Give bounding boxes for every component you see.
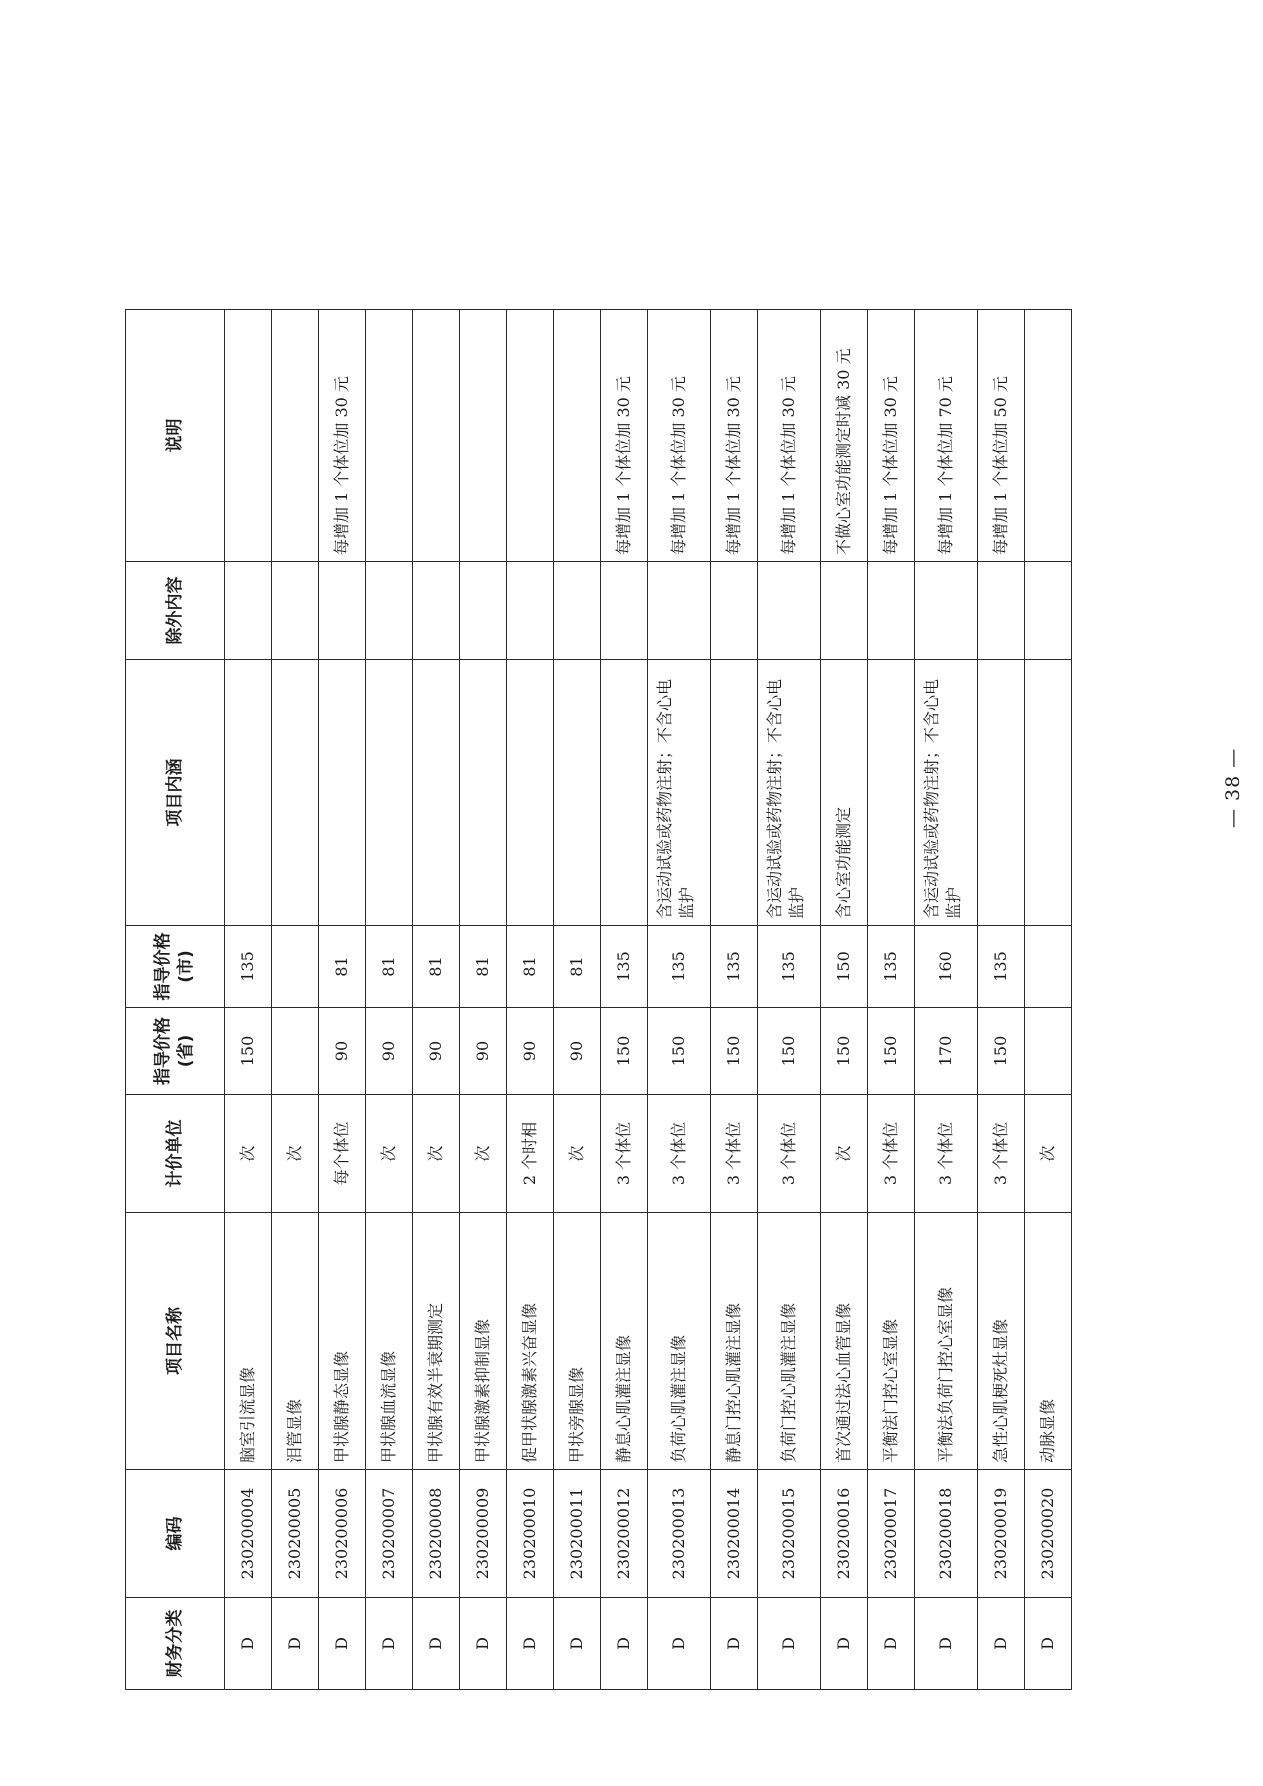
table-row (758, 310, 821, 1690)
cell-item-name: 泪管显像 (272, 1213, 319, 1470)
cell-notes: 每增加 1 个体位加 30 元 (711, 310, 758, 562)
cell-price-city: 81 (413, 926, 460, 1008)
cell-notes: 不做心室功能测定时减 30 元 (821, 310, 868, 562)
cell-content (711, 660, 758, 926)
cell-price-province: 90 (366, 1008, 413, 1095)
table-body (225, 310, 1072, 1690)
cell-price-city: 135 (868, 926, 915, 1008)
cell-notes (272, 310, 319, 562)
cell-item-name: 甲状腺激素抑制显像 (460, 1213, 507, 1470)
header-price-province: 指导价格 (省) (126, 1008, 225, 1095)
table-row (868, 310, 915, 1690)
cell-price-province: 150 (868, 1008, 915, 1095)
cell-notes (366, 310, 413, 562)
header-item-name: 项目名称 (126, 1213, 225, 1470)
cell-content: 含运动试验或药物注射；不含心电监护 (915, 660, 978, 926)
cell-notes: 每增加 1 个体位加 50 元 (978, 310, 1025, 562)
cell-category: D (978, 1598, 1025, 1690)
cell-code: 230200009 (460, 1470, 507, 1598)
cell-price-province (272, 1008, 319, 1095)
cell-price-city: 81 (507, 926, 554, 1008)
cell-content (978, 660, 1025, 926)
cell-exclusions (366, 562, 413, 660)
cell-unit: 次 (413, 1095, 460, 1213)
cell-price-city: 135 (978, 926, 1025, 1008)
table-row (272, 310, 319, 1690)
cell-price-province: 90 (460, 1008, 507, 1095)
cell-category: D (821, 1598, 868, 1690)
cell-price-city: 81 (319, 926, 366, 1008)
cell-category: D (758, 1598, 821, 1690)
cell-item-name: 静息心肌灌注显像 (601, 1213, 648, 1470)
cell-code: 230200018 (915, 1470, 978, 1598)
cell-unit: 3 个体位 (978, 1095, 1025, 1213)
cell-code: 230200012 (601, 1470, 648, 1598)
cell-item-name: 甲状腺血流显像 (366, 1213, 413, 1470)
cell-item-name: 促甲状腺激素兴奋显像 (507, 1213, 554, 1470)
cell-exclusions (758, 562, 821, 660)
cell-code: 230200006 (319, 1470, 366, 1598)
table-row (601, 310, 648, 1690)
cell-content (366, 660, 413, 926)
cell-unit: 次 (366, 1095, 413, 1213)
cell-content (1025, 660, 1072, 926)
cell-exclusions (507, 562, 554, 660)
cell-price-city: 81 (554, 926, 601, 1008)
cell-exclusions (915, 562, 978, 660)
cell-notes (507, 310, 554, 562)
cell-price-city (272, 926, 319, 1008)
table-row (648, 310, 711, 1690)
cell-item-name: 甲状腺静态显像 (319, 1213, 366, 1470)
cell-category: D (915, 1598, 978, 1690)
cell-unit: 次 (821, 1095, 868, 1213)
cell-code: 230200013 (648, 1470, 711, 1598)
cell-exclusions (272, 562, 319, 660)
cell-code: 230200005 (272, 1470, 319, 1598)
cell-category: D (648, 1598, 711, 1690)
table-row (319, 310, 366, 1690)
cell-category: D (554, 1598, 601, 1690)
cell-code: 230200019 (978, 1470, 1025, 1598)
cell-exclusions (460, 562, 507, 660)
header-code: 编码 (126, 1470, 225, 1598)
cell-category: D (601, 1598, 648, 1690)
cell-notes: 每增加 1 个体位加 30 元 (601, 310, 648, 562)
cell-code: 230200015 (758, 1470, 821, 1598)
cell-exclusions (601, 562, 648, 660)
cell-content (601, 660, 648, 926)
cell-code: 230200004 (225, 1470, 272, 1598)
cell-item-name: 甲状旁腺显像 (554, 1213, 601, 1470)
cell-price-province: 90 (319, 1008, 366, 1095)
cell-item-name: 平衡法门控心室显像 (868, 1213, 915, 1470)
cell-exclusions (1025, 562, 1072, 660)
cell-price-province: 90 (507, 1008, 554, 1095)
table-row (413, 310, 460, 1690)
cell-code: 230200011 (554, 1470, 601, 1598)
cell-category: D (460, 1598, 507, 1690)
cell-price-city: 150 (821, 926, 868, 1008)
cell-price-city: 81 (460, 926, 507, 1008)
cell-notes (413, 310, 460, 562)
cell-exclusions (413, 562, 460, 660)
cell-item-name: 负荷心肌灌注显像 (648, 1213, 711, 1470)
cell-item-name: 平衡法负荷门控心室显像 (915, 1213, 978, 1470)
cell-price-province: 150 (821, 1008, 868, 1095)
cell-unit: 3 个体位 (758, 1095, 821, 1213)
cell-content (319, 660, 366, 926)
cell-price-province: 90 (413, 1008, 460, 1095)
cell-category: D (711, 1598, 758, 1690)
cell-exclusions (821, 562, 868, 660)
cell-item-name: 急性心肌梗死灶显像 (978, 1213, 1025, 1470)
cell-item-name: 静息门控心肌灌注显像 (711, 1213, 758, 1470)
cell-content: 含运动试验或药物注射；不含心电监护 (758, 660, 821, 926)
cell-category: D (1025, 1598, 1072, 1690)
cell-price-city: 135 (601, 926, 648, 1008)
cell-category: D (319, 1598, 366, 1690)
cell-price-city: 135 (711, 926, 758, 1008)
cell-price-city: 135 (758, 926, 821, 1008)
cell-unit: 次 (1025, 1095, 1072, 1213)
cell-price-city (1025, 926, 1072, 1008)
cell-notes: 每增加 1 个体位加 30 元 (319, 310, 366, 562)
cell-content: 含运动试验或药物注射；不含心电监护 (648, 660, 711, 926)
cell-unit: 次 (460, 1095, 507, 1213)
header-exclusions: 除外内容 (126, 562, 225, 660)
cell-price-province: 170 (915, 1008, 978, 1095)
cell-notes (554, 310, 601, 562)
cell-notes: 每增加 1 个体位加 30 元 (758, 310, 821, 562)
page-number: — 38 — (1222, 747, 1244, 828)
cell-price-province (1025, 1008, 1072, 1095)
cell-exclusions (554, 562, 601, 660)
cell-item-name: 首次通过法心血管显像 (821, 1213, 868, 1470)
cell-unit: 3 个体位 (711, 1095, 758, 1213)
cell-exclusions (225, 562, 272, 660)
table-row (978, 310, 1025, 1690)
cell-content (868, 660, 915, 926)
cell-unit: 3 个体位 (648, 1095, 711, 1213)
cell-price-province: 150 (758, 1008, 821, 1095)
cell-price-city: 81 (366, 926, 413, 1008)
cell-item-name: 甲状腺有效半衰期测定 (413, 1213, 460, 1470)
cell-unit: 次 (272, 1095, 319, 1213)
cell-exclusions (868, 562, 915, 660)
header-unit: 计价单位 (126, 1095, 225, 1213)
cell-item-name: 脑室引流显像 (225, 1213, 272, 1470)
header-category: 财务分类 (126, 1598, 225, 1690)
cell-item-name: 动脉显像 (1025, 1213, 1072, 1470)
table-row (1025, 310, 1072, 1690)
cell-code: 230200007 (366, 1470, 413, 1598)
cell-code: 230200017 (868, 1470, 915, 1598)
cell-notes: 每增加 1 个体位加 70 元 (915, 310, 978, 562)
table-row (225, 310, 272, 1690)
cell-exclusions (648, 562, 711, 660)
cell-unit: 次 (225, 1095, 272, 1213)
cell-category: D (272, 1598, 319, 1690)
cell-unit: 每个体位 (319, 1095, 366, 1213)
cell-item-name: 负荷门控心肌灌注显像 (758, 1213, 821, 1470)
cell-price-city: 135 (648, 926, 711, 1008)
cell-exclusions (978, 562, 1025, 660)
cell-content (554, 660, 601, 926)
table-row (821, 310, 868, 1690)
cell-price-province: 90 (554, 1008, 601, 1095)
table-row (366, 310, 413, 1690)
cell-unit: 3 个体位 (915, 1095, 978, 1213)
cell-notes (1025, 310, 1072, 562)
cell-content (507, 660, 554, 926)
cell-category: D (868, 1598, 915, 1690)
cell-unit: 3 个体位 (601, 1095, 648, 1213)
cell-price-province: 150 (711, 1008, 758, 1095)
cell-code: 230200010 (507, 1470, 554, 1598)
table-row (507, 310, 554, 1690)
cell-code: 230200020 (1025, 1470, 1072, 1598)
table-row (915, 310, 978, 1690)
fee-table (125, 309, 1072, 1690)
cell-price-province: 150 (601, 1008, 648, 1095)
header-price-city: 指导价格 (市) (126, 926, 225, 1008)
cell-code: 230200008 (413, 1470, 460, 1598)
header-row (126, 310, 225, 1690)
cell-exclusions (319, 562, 366, 660)
header-notes: 说明 (126, 310, 225, 562)
table-row (554, 310, 601, 1690)
cell-price-city: 135 (225, 926, 272, 1008)
cell-price-province: 150 (648, 1008, 711, 1095)
cell-content (460, 660, 507, 926)
cell-notes (460, 310, 507, 562)
cell-unit: 次 (554, 1095, 601, 1213)
cell-content: 含心室功能测定 (821, 660, 868, 926)
cell-category: D (507, 1598, 554, 1690)
cell-content (225, 660, 272, 926)
cell-category: D (413, 1598, 460, 1690)
cell-unit: 2 个时相 (507, 1095, 554, 1213)
cell-price-province: 150 (225, 1008, 272, 1095)
table-row (711, 310, 758, 1690)
cell-notes: 每增加 1 个体位加 30 元 (868, 310, 915, 562)
cell-notes: 每增加 1 个体位加 30 元 (648, 310, 711, 562)
cell-price-city: 160 (915, 926, 978, 1008)
cell-category: D (366, 1598, 413, 1690)
cell-code: 230200014 (711, 1470, 758, 1598)
cell-code: 230200016 (821, 1470, 868, 1598)
header-content: 项目内涵 (126, 660, 225, 926)
table-row (460, 310, 507, 1690)
cell-content (413, 660, 460, 926)
cell-exclusions (711, 562, 758, 660)
cell-content (272, 660, 319, 926)
cell-price-province: 150 (978, 1008, 1025, 1095)
cell-notes (225, 310, 272, 562)
cell-unit: 3 个体位 (868, 1095, 915, 1213)
cell-category: D (225, 1598, 272, 1690)
